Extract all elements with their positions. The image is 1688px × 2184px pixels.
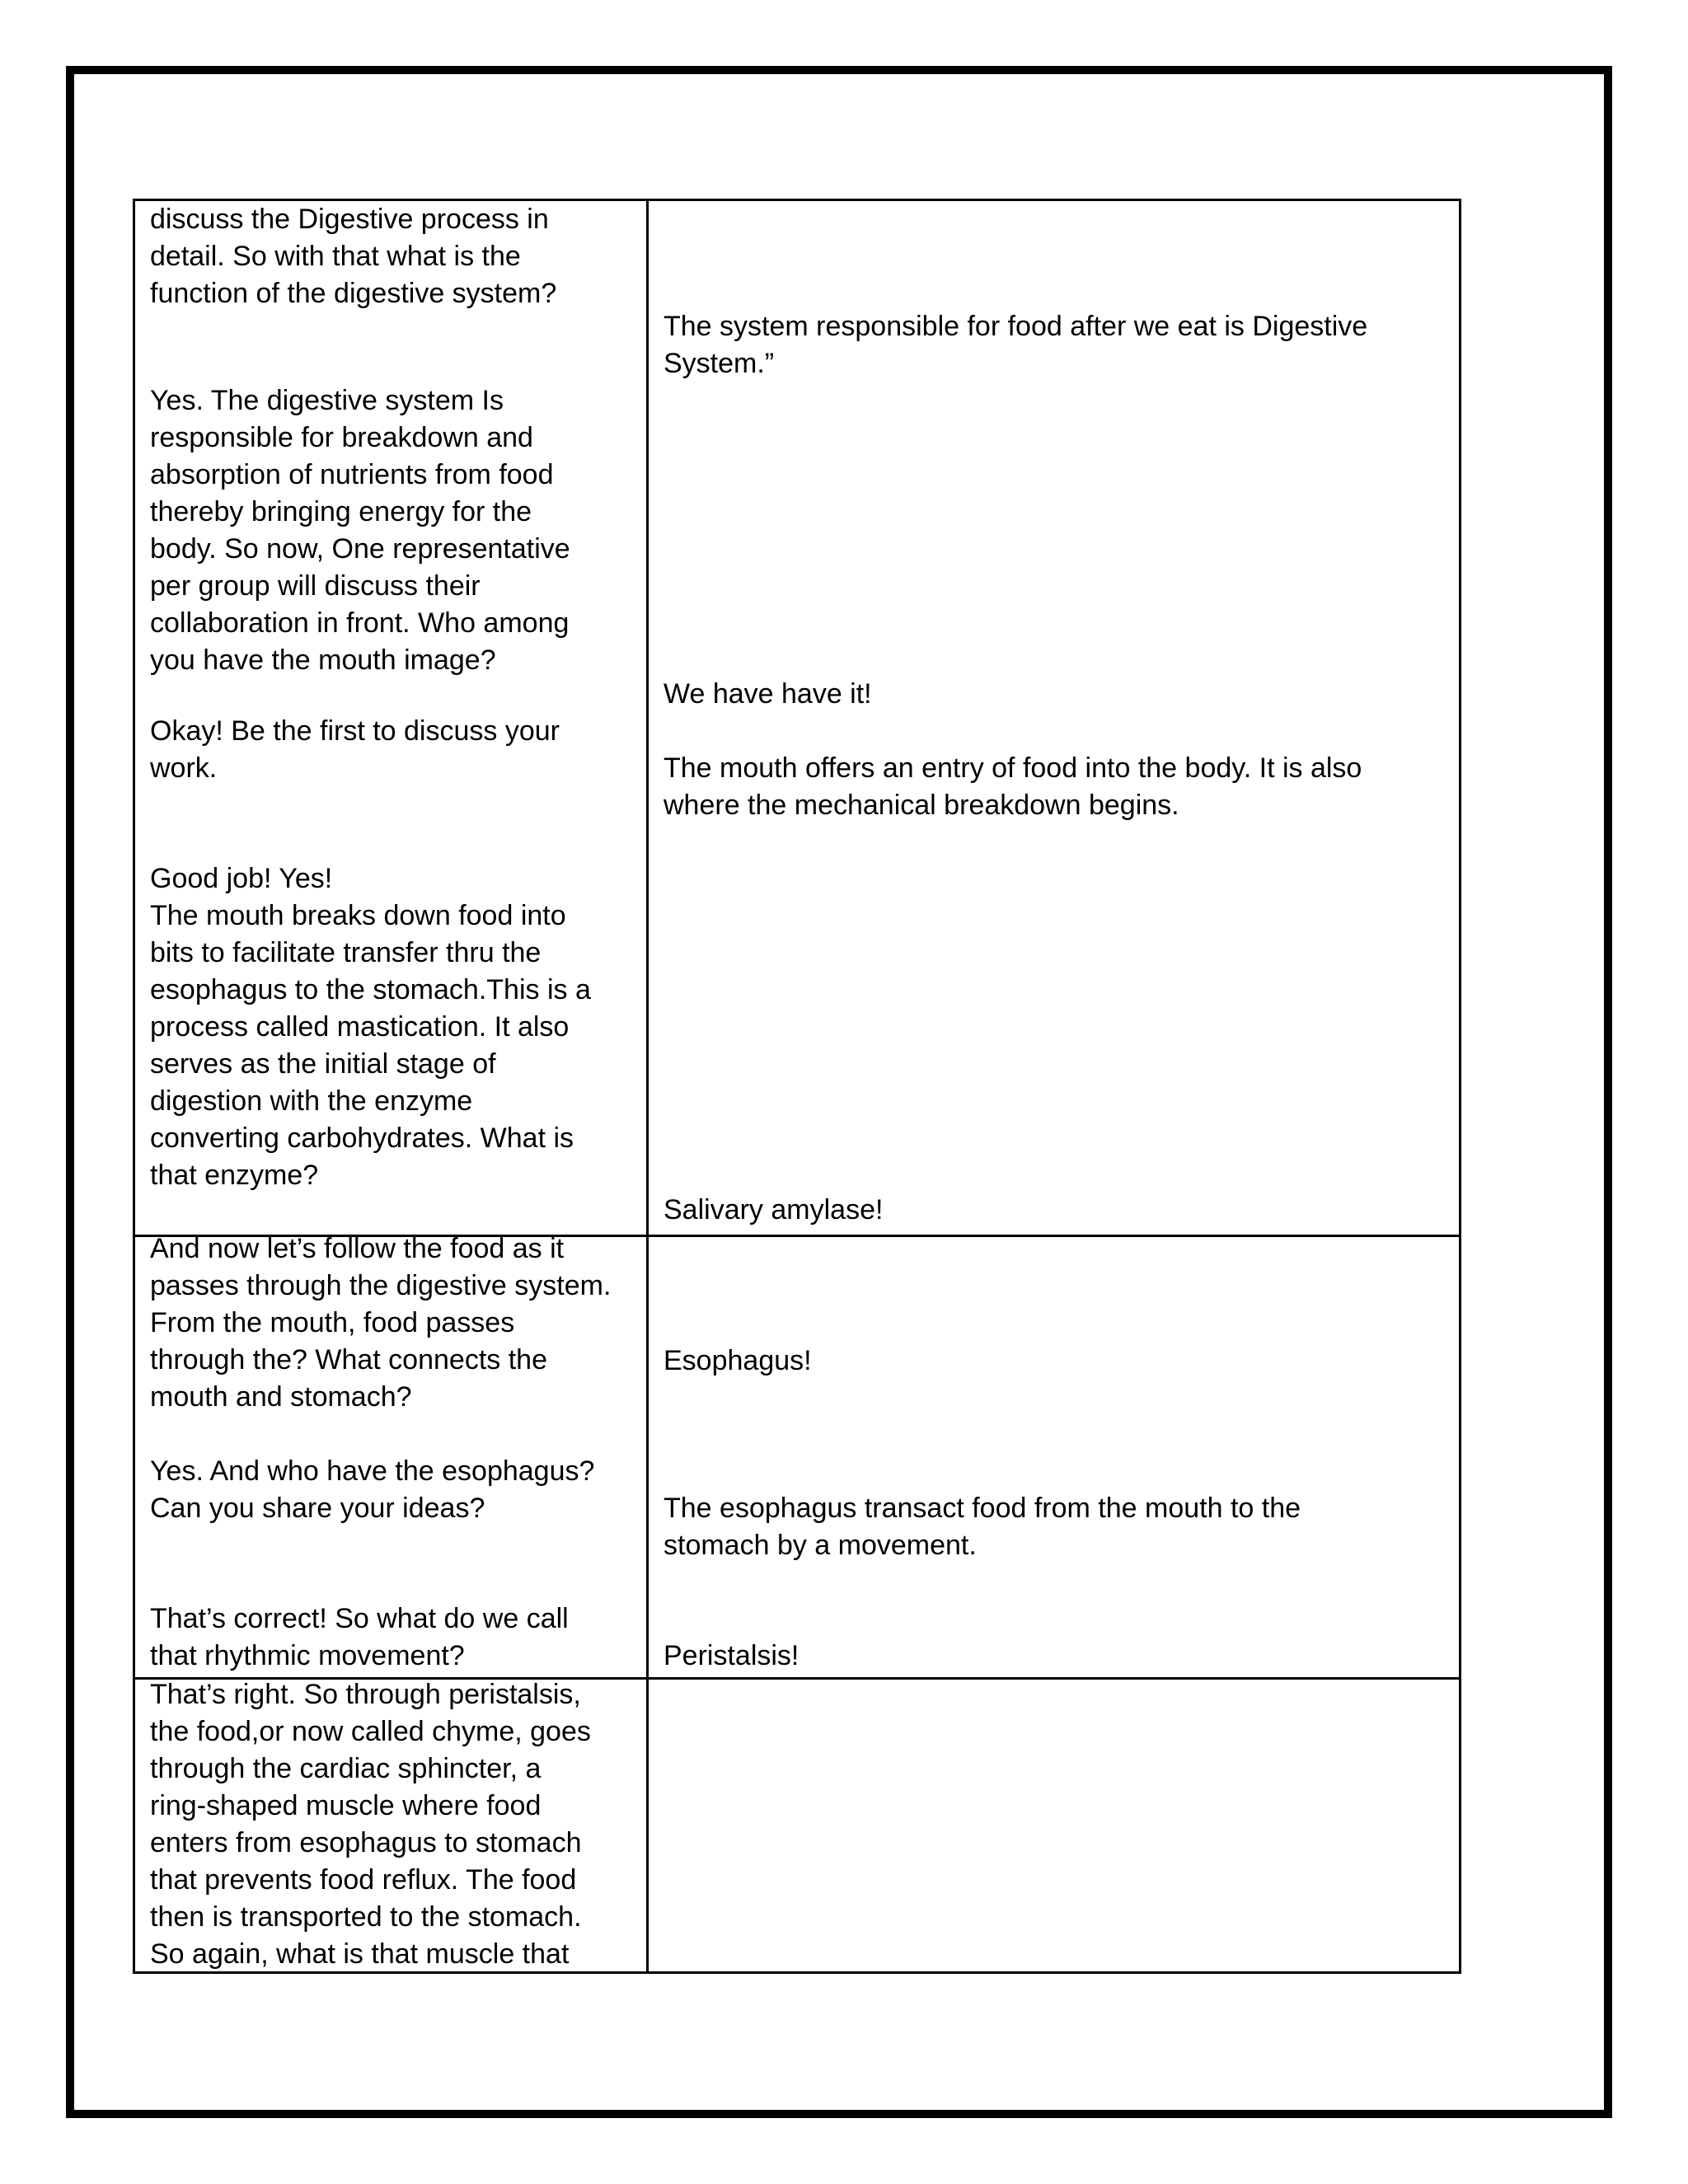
lesson-table [133, 199, 1461, 1974]
student-cell [648, 1236, 1461, 1679]
student-cell [648, 1679, 1461, 1973]
student-text: Salivary amylase! [663, 1194, 884, 1226]
teacher-text: Okay! Be the first to discuss your work. [150, 715, 560, 784]
teacher-text: That’s correct! So what do we call that rhythmic movement? [150, 1603, 569, 1671]
teacher-text: And now let’s follow the food as it passes through the digestive system. From the mouth, food passes through the? What connects the mouth and stomach? [150, 1233, 612, 1413]
student-text: Peristalsis! [663, 1640, 799, 1671]
teacher-text: Yes. And who have the esophagus? Can you share your ideas? [150, 1455, 595, 1524]
teacher-cell [134, 1679, 648, 1973]
teacher-text: That’s right. So through peristalsis, the food,or now called chyme, goes through the cardiac sphincter, a ring-shaped muscle where food enters from esophagus to stomach that prevents food reflux. The food then is transported to the stomach. So again, what is that muscle that [150, 1679, 591, 1970]
teacher-text: discuss the Digestive process in detail. So with that what is the function of the digestive system? [150, 204, 557, 309]
teacher-cell [134, 200, 648, 1236]
teacher-cell [134, 1233, 648, 1679]
student-text: The esophagus transact food from the mouth to the stomach by a movement. [663, 1493, 1301, 1561]
teacher-text: Yes. The digestive system Is responsible for breakdown and absorption of nutrients from food thereby bringing energy for the body. So now, One representative per group will discuss their collaboration in front. Who among you have the mouth image? [150, 385, 570, 676]
student-cell [648, 200, 1461, 1236]
table-row [134, 200, 1461, 1236]
student-text: We have have it! [663, 678, 872, 710]
teacher-text: Good job! Yes! The mouth breaks down food into bits to facilitate transfer thru the esophagus to the stomach.This is a process called mastication. It also serves as the initial stage of digestion with the enzyme converting carbohydrates. What is that enzyme? [150, 863, 591, 1191]
student-text: Esophagus! [663, 1345, 812, 1376]
table-row [134, 1236, 1461, 1679]
student-text: The mouth offers an entry of food into the body. It is also where the mechanical breakdown begins. [663, 752, 1362, 821]
student-text: The system responsible for food after we eat is Digestive System.” [663, 311, 1368, 379]
table-row [134, 1679, 1461, 1973]
